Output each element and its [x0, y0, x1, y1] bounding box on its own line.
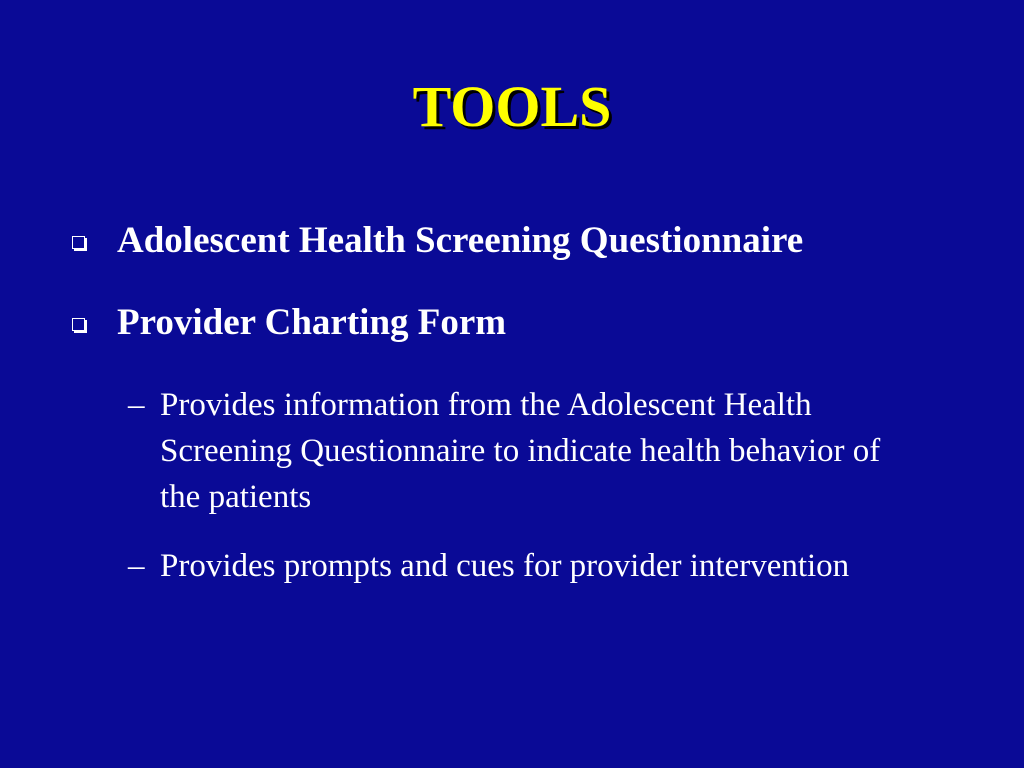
slide-title: TOOLS	[412, 74, 612, 139]
sub-bullet-text: Provides prompts and cues for provider intervention	[160, 548, 850, 584]
bullet-text: Provider Charting Form	[117, 302, 507, 343]
square-bullet-icon	[72, 318, 85, 331]
sub-bullet-text: Provides information from the Adolescent Health Screening Questionnaire to indicate health behavior of the patients	[160, 387, 881, 515]
sub-bullet-item	[128, 543, 888, 589]
bullet-text: Adolescent Health Screening Questionnaire	[117, 220, 804, 261]
dash-bullet: –	[128, 387, 145, 423]
square-bullet-icon	[72, 236, 85, 249]
dash-bullet: –	[128, 548, 145, 584]
sub-bullet-item	[128, 382, 888, 520]
